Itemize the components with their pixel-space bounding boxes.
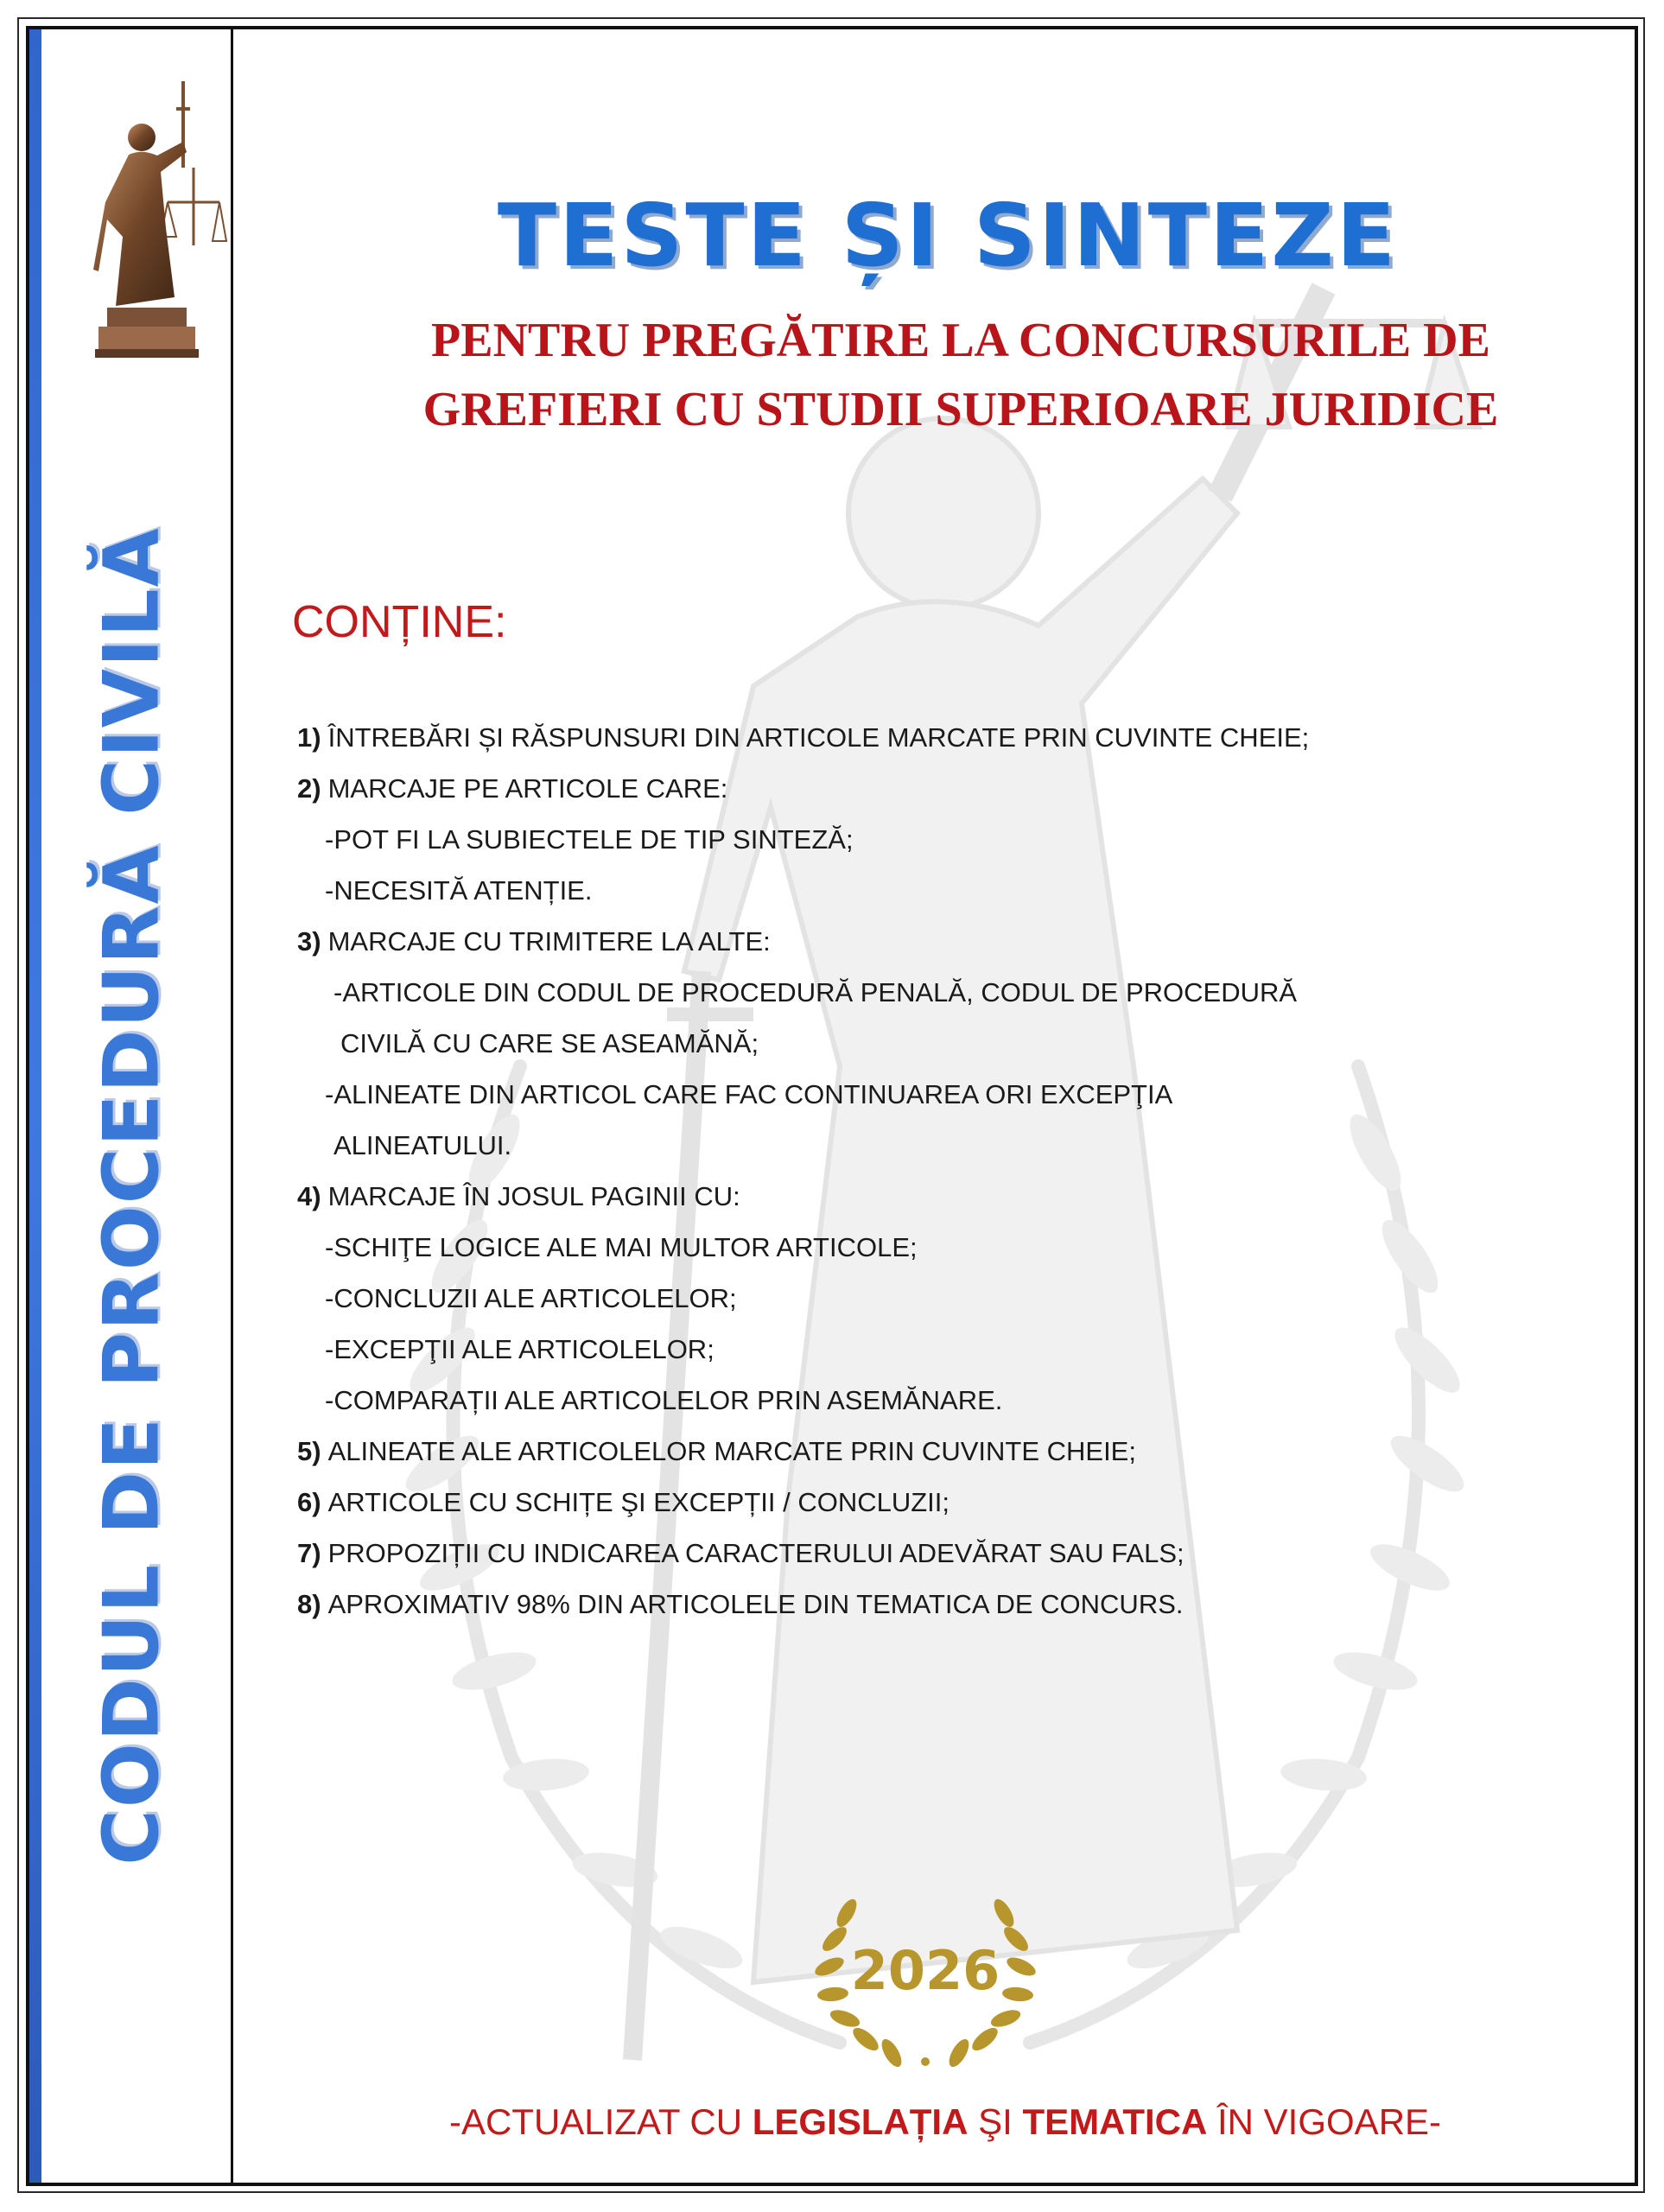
list-item	[297, 1528, 1576, 1579]
lady-justice-statue-icon	[81, 73, 228, 366]
footer-suffix: ÎN VIGOARE-	[1207, 2101, 1442, 2142]
list-item	[297, 1477, 1576, 1528]
badge-year: 2026	[850, 1939, 1000, 2002]
item-text: APROXIMATIV 98% DIN ARTICOLELE DIN TEMATICA DE CONCURS.	[327, 1589, 1184, 1619]
subtitle-line-1: PENTRU PREGĂTIRE LA CONCURSURILE DE	[431, 314, 1490, 367]
item-text: ÎNTREBĂRI ȘI RĂSPUNSURI DIN ARTICOLE MARCATE PRIN CUVINTE CHEIE;	[327, 722, 1310, 753]
item-number: 7)	[297, 1538, 321, 1568]
list-subitem	[297, 814, 1576, 865]
item-text: PROPOZIȚII CU INDICAREA CARACTERULUI ADEVĂRAT SAU FALS;	[327, 1538, 1184, 1568]
subtitle	[235, 306, 1635, 444]
item-text: -CONCLUZII ALE ARTICOLELOR;	[325, 1283, 737, 1313]
item-text: -ARTICOLE DIN CODUL DE PROCEDURĂ PENALĂ, CODUL DE PROCEDURĂ	[333, 977, 1298, 1007]
contents-heading: CONȚINE:	[292, 597, 507, 647]
item-number: 2)	[297, 773, 321, 804]
item-text: -NECESITĂ ATENȚIE.	[325, 875, 593, 906]
item-text: ALINEATULUI.	[333, 1130, 512, 1160]
item-text: ALINEATE ALE ARTICOLELOR MARCATE PRIN CUVINTE CHEIE;	[327, 1436, 1136, 1466]
item-text: ARTICOLE CU SCHIȚE ŞI EXCEPȚII / CONCLUZII;	[327, 1487, 950, 1517]
list-item	[297, 712, 1576, 763]
item-text: MARCAJE CU TRIMITERE LA ALTE:	[327, 926, 771, 957]
contents-list	[297, 712, 1576, 1630]
spine-title: CODUL DE PROCEDURĂ CIVILĂ	[86, 526, 176, 1866]
item-number: 3)	[297, 926, 321, 957]
footer-middle: ŞI	[968, 2101, 1023, 2142]
footer-legislation: LEGISLAȚIA	[752, 2101, 969, 2142]
list-subitem	[297, 1375, 1576, 1426]
blue-accent-strip	[29, 29, 41, 2183]
list-subitem	[297, 967, 1576, 1018]
list-item	[297, 1426, 1576, 1477]
item-number: 8)	[297, 1589, 321, 1619]
list-subitem	[297, 865, 1576, 916]
list-subitem	[297, 1324, 1576, 1375]
list-item	[297, 1579, 1576, 1630]
item-text: -POT FI LA SUBIECTELE DE TIP SINTEZĂ;	[325, 824, 854, 855]
item-text: MARCAJE PE ARTICOLE CARE:	[327, 773, 728, 804]
list-item	[297, 916, 1576, 967]
item-text: -ALINEATE DIN ARTICOL CARE FAC CONTINUAREA ORI EXCEPŢIA	[325, 1079, 1173, 1109]
footer-tematica: TEMATICA	[1022, 2101, 1208, 2142]
item-text: -SCHIŢE LOGICE ALE MAI MULTOR ARTICOLE;	[325, 1232, 918, 1262]
list-subitem	[297, 1273, 1576, 1324]
item-text: -COMPARAȚII ALE ARTICOLELOR PRIN ASEMĂNARE.	[325, 1385, 1003, 1415]
spine-panel	[29, 29, 233, 2183]
item-text: CIVILĂ CU CARE SE ASEAMĂNĂ;	[340, 1028, 759, 1058]
item-text: -EXCEPŢII ALE ARTICOLELOR;	[325, 1334, 715, 1364]
footer-prefix: -ACTUALIZAT CU	[448, 2101, 753, 2142]
footer-note	[235, 2101, 1635, 2143]
item-number: 4)	[297, 1181, 321, 1211]
item-number: 1)	[297, 722, 321, 753]
main-content	[235, 29, 1635, 2183]
list-subitem	[297, 1120, 1576, 1171]
item-number: 5)	[297, 1436, 321, 1466]
list-item	[297, 763, 1576, 814]
item-text: MARCAJE ÎN JOSUL PAGINII CU:	[327, 1181, 740, 1211]
list-subitem	[297, 1222, 1576, 1273]
subtitle-line-2: GREFIERI CU STUDII SUPERIOARE JURIDICE	[422, 383, 1499, 436]
laurel-year-badge	[809, 1878, 1042, 2069]
list-item	[297, 1171, 1576, 1222]
item-number: 6)	[297, 1487, 321, 1517]
list-subitem	[297, 1018, 1576, 1069]
list-subitem	[297, 1069, 1576, 1120]
page-title: TESTE ȘI SINTEZE	[497, 185, 1399, 286]
